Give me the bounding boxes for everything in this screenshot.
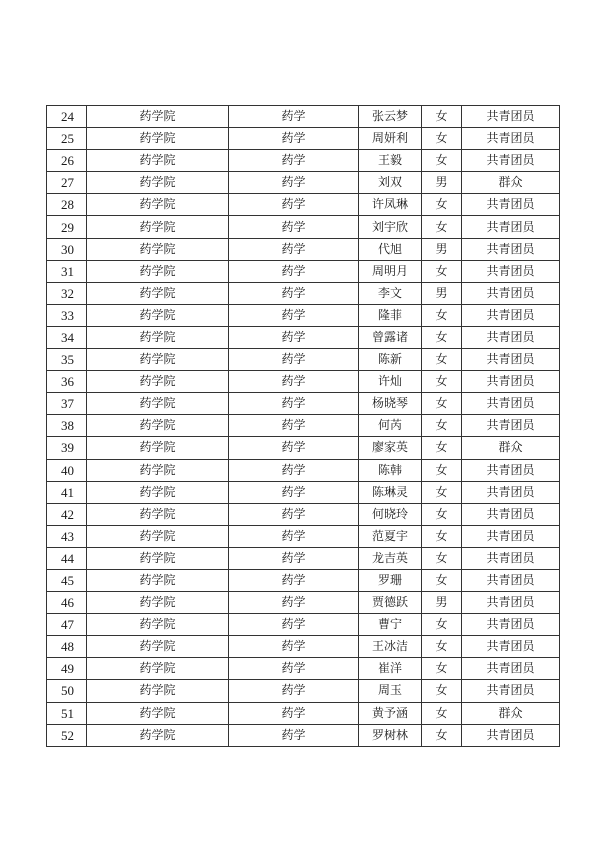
college-cell: 药学院 <box>87 106 229 128</box>
table-row <box>47 349 560 371</box>
table-row <box>47 437 560 459</box>
table-row <box>47 614 560 636</box>
political-status-cell: 共青团员 <box>462 194 560 216</box>
college-cell: 药学院 <box>87 393 229 415</box>
gender-cell: 女 <box>422 569 462 591</box>
college-cell: 药学院 <box>87 260 229 282</box>
political-status-cell: 群众 <box>462 172 560 194</box>
table-row <box>47 592 560 614</box>
gender-cell: 女 <box>422 525 462 547</box>
major-cell: 药学 <box>229 216 359 238</box>
major-cell: 药学 <box>229 415 359 437</box>
student-name-cell: 陈韩 <box>359 459 422 481</box>
gender-cell: 女 <box>422 106 462 128</box>
gender-cell: 女 <box>422 260 462 282</box>
student-name-cell: 贾德跃 <box>359 592 422 614</box>
major-cell: 药学 <box>229 326 359 348</box>
gender-cell: 女 <box>422 636 462 658</box>
roster-body <box>47 106 560 747</box>
table-row <box>47 106 560 128</box>
major-cell: 药学 <box>229 437 359 459</box>
political-status-cell: 共青团员 <box>462 636 560 658</box>
student-name-cell: 何芮 <box>359 415 422 437</box>
row-number-cell: 34 <box>47 326 87 348</box>
major-cell: 药学 <box>229 172 359 194</box>
row-number-cell: 25 <box>47 128 87 150</box>
political-status-cell: 共青团员 <box>462 260 560 282</box>
college-cell: 药学院 <box>87 525 229 547</box>
gender-cell: 女 <box>422 459 462 481</box>
gender-cell: 男 <box>422 238 462 260</box>
political-status-cell: 共青团员 <box>462 547 560 569</box>
table-row <box>47 680 560 702</box>
political-status-cell: 群众 <box>462 702 560 724</box>
gender-cell: 男 <box>422 592 462 614</box>
major-cell: 药学 <box>229 569 359 591</box>
row-number-cell: 48 <box>47 636 87 658</box>
row-number-cell: 42 <box>47 503 87 525</box>
row-number-cell: 41 <box>47 481 87 503</box>
major-cell: 药学 <box>229 304 359 326</box>
table-row <box>47 393 560 415</box>
major-cell: 药学 <box>229 238 359 260</box>
major-cell: 药学 <box>229 371 359 393</box>
table-row <box>47 658 560 680</box>
table-row <box>47 702 560 724</box>
row-number-cell: 30 <box>47 238 87 260</box>
table-row <box>47 459 560 481</box>
major-cell: 药学 <box>229 106 359 128</box>
political-status-cell: 共青团员 <box>462 614 560 636</box>
political-status-cell: 共青团员 <box>462 216 560 238</box>
table-row <box>47 282 560 304</box>
college-cell: 药学院 <box>87 349 229 371</box>
major-cell: 药学 <box>229 614 359 636</box>
college-cell: 药学院 <box>87 636 229 658</box>
row-number-cell: 31 <box>47 260 87 282</box>
political-status-cell: 共青团员 <box>462 106 560 128</box>
college-cell: 药学院 <box>87 371 229 393</box>
gender-cell: 女 <box>422 614 462 636</box>
college-cell: 药学院 <box>87 614 229 636</box>
row-number-cell: 49 <box>47 658 87 680</box>
political-status-cell: 共青团员 <box>462 459 560 481</box>
college-cell: 药学院 <box>87 702 229 724</box>
table-row <box>47 547 560 569</box>
student-name-cell: 黄予涵 <box>359 702 422 724</box>
college-cell: 药学院 <box>87 216 229 238</box>
major-cell: 药学 <box>229 150 359 172</box>
row-number-cell: 52 <box>47 724 87 746</box>
gender-cell: 女 <box>422 481 462 503</box>
row-number-cell: 27 <box>47 172 87 194</box>
table-row <box>47 724 560 746</box>
table-row <box>47 525 560 547</box>
college-cell: 药学院 <box>87 592 229 614</box>
major-cell: 药学 <box>229 393 359 415</box>
row-number-cell: 40 <box>47 459 87 481</box>
college-cell: 药学院 <box>87 437 229 459</box>
student-name-cell: 曾露诸 <box>359 326 422 348</box>
major-cell: 药学 <box>229 658 359 680</box>
table-row <box>47 260 560 282</box>
major-cell: 药学 <box>229 592 359 614</box>
major-cell: 药学 <box>229 680 359 702</box>
row-number-cell: 50 <box>47 680 87 702</box>
student-name-cell: 周明月 <box>359 260 422 282</box>
student-name-cell: 刘双 <box>359 172 422 194</box>
major-cell: 药学 <box>229 702 359 724</box>
political-status-cell: 共青团员 <box>462 503 560 525</box>
student-name-cell: 许灿 <box>359 371 422 393</box>
row-number-cell: 33 <box>47 304 87 326</box>
row-number-cell: 46 <box>47 592 87 614</box>
major-cell: 药学 <box>229 349 359 371</box>
student-name-cell: 龙吉英 <box>359 547 422 569</box>
gender-cell: 女 <box>422 547 462 569</box>
major-cell: 药学 <box>229 724 359 746</box>
college-cell: 药学院 <box>87 304 229 326</box>
major-cell: 药学 <box>229 459 359 481</box>
college-cell: 药学院 <box>87 194 229 216</box>
table-row <box>47 326 560 348</box>
table-row <box>47 150 560 172</box>
college-cell: 药学院 <box>87 128 229 150</box>
table-row <box>47 481 560 503</box>
row-number-cell: 38 <box>47 415 87 437</box>
student-name-cell: 周玉 <box>359 680 422 702</box>
political-status-cell: 共青团员 <box>462 371 560 393</box>
student-name-cell: 代旭 <box>359 238 422 260</box>
major-cell: 药学 <box>229 503 359 525</box>
table-row <box>47 194 560 216</box>
row-number-cell: 26 <box>47 150 87 172</box>
student-name-cell: 刘宇欣 <box>359 216 422 238</box>
gender-cell: 女 <box>422 150 462 172</box>
gender-cell: 女 <box>422 326 462 348</box>
political-status-cell: 共青团员 <box>462 349 560 371</box>
major-cell: 药学 <box>229 636 359 658</box>
table-row <box>47 636 560 658</box>
student-name-cell: 王冰洁 <box>359 636 422 658</box>
table-row <box>47 415 560 437</box>
political-status-cell: 共青团员 <box>462 680 560 702</box>
student-name-cell: 王毅 <box>359 150 422 172</box>
major-cell: 药学 <box>229 481 359 503</box>
political-status-cell: 共青团员 <box>462 525 560 547</box>
college-cell: 药学院 <box>87 481 229 503</box>
political-status-cell: 共青团员 <box>462 238 560 260</box>
row-number-cell: 37 <box>47 393 87 415</box>
student-name-cell: 陈新 <box>359 349 422 371</box>
gender-cell: 女 <box>422 702 462 724</box>
gender-cell: 女 <box>422 194 462 216</box>
row-number-cell: 47 <box>47 614 87 636</box>
major-cell: 药学 <box>229 282 359 304</box>
gender-cell: 女 <box>422 724 462 746</box>
row-number-cell: 39 <box>47 437 87 459</box>
gender-cell: 男 <box>422 172 462 194</box>
college-cell: 药学院 <box>87 724 229 746</box>
gender-cell: 女 <box>422 680 462 702</box>
row-number-cell: 28 <box>47 194 87 216</box>
college-cell: 药学院 <box>87 238 229 260</box>
row-number-cell: 51 <box>47 702 87 724</box>
student-name-cell: 李文 <box>359 282 422 304</box>
political-status-cell: 共青团员 <box>462 658 560 680</box>
student-name-cell: 曹宁 <box>359 614 422 636</box>
row-number-cell: 35 <box>47 349 87 371</box>
student-name-cell: 罗树林 <box>359 724 422 746</box>
gender-cell: 女 <box>422 216 462 238</box>
student-name-cell: 陈琳灵 <box>359 481 422 503</box>
political-status-cell: 共青团员 <box>462 724 560 746</box>
table-row <box>47 216 560 238</box>
political-status-cell: 共青团员 <box>462 128 560 150</box>
student-name-cell: 张云梦 <box>359 106 422 128</box>
student-name-cell: 崔洋 <box>359 658 422 680</box>
political-status-cell: 共青团员 <box>462 592 560 614</box>
table-row <box>47 371 560 393</box>
major-cell: 药学 <box>229 525 359 547</box>
student-name-cell: 杨晓琴 <box>359 393 422 415</box>
college-cell: 药学院 <box>87 569 229 591</box>
row-number-cell: 29 <box>47 216 87 238</box>
gender-cell: 女 <box>422 371 462 393</box>
row-number-cell: 44 <box>47 547 87 569</box>
gender-cell: 女 <box>422 658 462 680</box>
gender-cell: 女 <box>422 304 462 326</box>
college-cell: 药学院 <box>87 680 229 702</box>
political-status-cell: 共青团员 <box>462 415 560 437</box>
student-name-cell: 周妍利 <box>359 128 422 150</box>
row-number-cell: 24 <box>47 106 87 128</box>
student-name-cell: 何晓玲 <box>359 503 422 525</box>
row-number-cell: 45 <box>47 569 87 591</box>
political-status-cell: 共青团员 <box>462 569 560 591</box>
student-name-cell: 隆菲 <box>359 304 422 326</box>
political-status-cell: 共青团员 <box>462 326 560 348</box>
gender-cell: 女 <box>422 415 462 437</box>
gender-cell: 男 <box>422 282 462 304</box>
student-name-cell: 罗珊 <box>359 569 422 591</box>
gender-cell: 女 <box>422 128 462 150</box>
table-row <box>47 172 560 194</box>
college-cell: 药学院 <box>87 459 229 481</box>
row-number-cell: 32 <box>47 282 87 304</box>
political-status-cell: 共青团员 <box>462 304 560 326</box>
college-cell: 药学院 <box>87 503 229 525</box>
college-cell: 药学院 <box>87 415 229 437</box>
political-status-cell: 共青团员 <box>462 393 560 415</box>
gender-cell: 女 <box>422 349 462 371</box>
student-name-cell: 范夏宇 <box>359 525 422 547</box>
row-number-cell: 43 <box>47 525 87 547</box>
student-name-cell: 廖家英 <box>359 437 422 459</box>
row-number-cell: 36 <box>47 371 87 393</box>
major-cell: 药学 <box>229 128 359 150</box>
political-status-cell: 群众 <box>462 437 560 459</box>
college-cell: 药学院 <box>87 326 229 348</box>
student-name-cell: 许凤琳 <box>359 194 422 216</box>
major-cell: 药学 <box>229 194 359 216</box>
gender-cell: 女 <box>422 393 462 415</box>
student-roster-table <box>46 105 560 747</box>
college-cell: 药学院 <box>87 547 229 569</box>
table-row <box>47 128 560 150</box>
political-status-cell: 共青团员 <box>462 481 560 503</box>
major-cell: 药学 <box>229 547 359 569</box>
table-row <box>47 304 560 326</box>
college-cell: 药学院 <box>87 282 229 304</box>
gender-cell: 女 <box>422 437 462 459</box>
college-cell: 药学院 <box>87 658 229 680</box>
table-row <box>47 569 560 591</box>
gender-cell: 女 <box>422 503 462 525</box>
major-cell: 药学 <box>229 260 359 282</box>
table-row <box>47 238 560 260</box>
college-cell: 药学院 <box>87 172 229 194</box>
table-row <box>47 503 560 525</box>
political-status-cell: 共青团员 <box>462 282 560 304</box>
political-status-cell: 共青团员 <box>462 150 560 172</box>
college-cell: 药学院 <box>87 150 229 172</box>
